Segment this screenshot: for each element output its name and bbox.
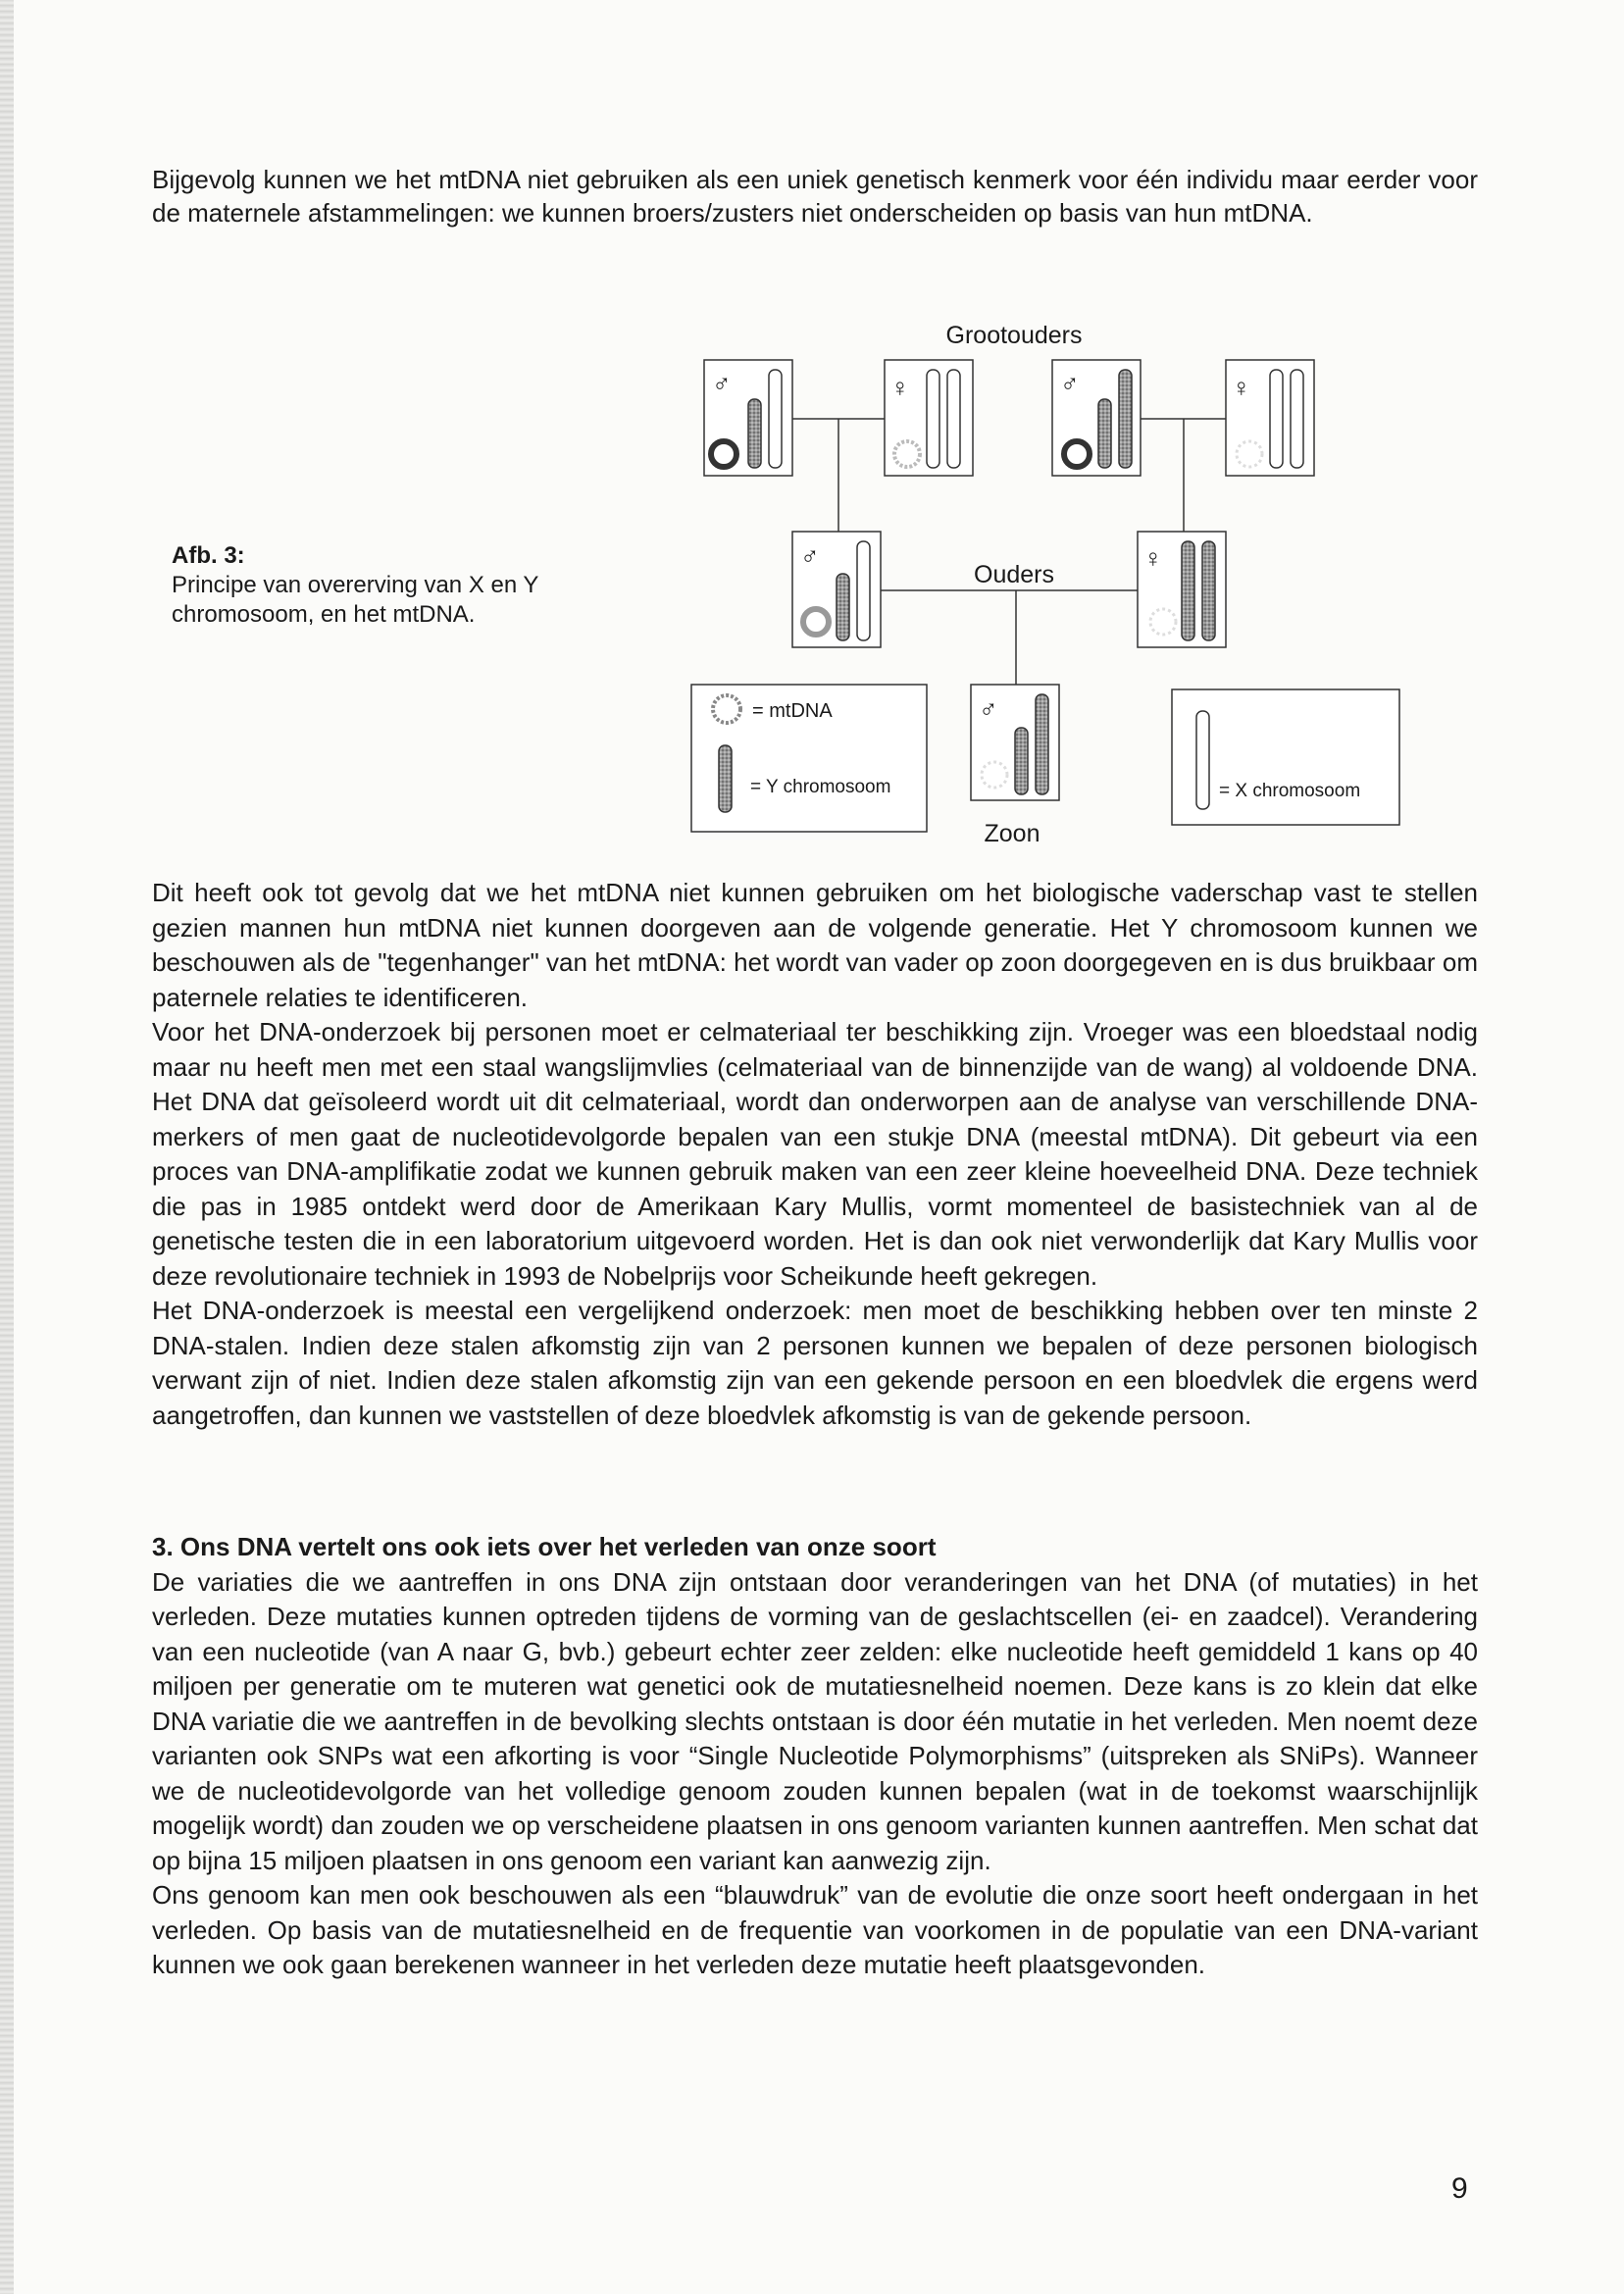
x-chromosome-icon xyxy=(857,541,870,640)
section-3 xyxy=(152,1530,1478,1983)
legend-mtdna-y xyxy=(691,685,927,832)
mother-box xyxy=(1138,532,1226,647)
x-chromosome-icon xyxy=(1270,370,1283,468)
female-symbol-icon: ♀ xyxy=(890,373,910,402)
father-box xyxy=(792,532,881,647)
grandfather-1-box xyxy=(704,360,792,476)
legend-x xyxy=(1172,689,1399,825)
y-chromosome-icon xyxy=(1098,399,1111,468)
male-symbol-icon: ♂ xyxy=(712,369,732,398)
inheritance-diagram xyxy=(0,0,1624,883)
y-chromosome-icon xyxy=(719,745,732,812)
son-box xyxy=(971,685,1059,800)
male-symbol-icon: ♂ xyxy=(1060,369,1080,398)
main-text xyxy=(152,876,1478,1433)
male-symbol-icon: ♂ xyxy=(979,694,998,724)
x-chromosome-icon xyxy=(947,370,960,468)
x-chromosome-icon xyxy=(927,370,939,468)
section-heading: 3. Ons DNA vertelt ons ook iets over het verleden van onze soort xyxy=(152,1532,937,1561)
x-chromosome-icon xyxy=(1202,541,1215,640)
y-chromosome-icon xyxy=(837,574,849,640)
label-son: Zoon xyxy=(984,820,1040,847)
grandfather-2-box xyxy=(1052,360,1141,476)
label-grandparents: Grootouders xyxy=(945,322,1083,349)
male-symbol-icon: ♂ xyxy=(800,541,820,571)
x-chromosome-icon xyxy=(1291,370,1303,468)
y-chromosome-icon xyxy=(748,399,761,468)
legend-x-label: = X chromosoom xyxy=(1219,781,1361,801)
caption-text: Principe van overerving van X en Y chromosoom, en het mtDNA. xyxy=(172,572,539,628)
female-symbol-icon: ♀ xyxy=(1232,373,1251,402)
paragraph-comparison: Het DNA-onderzoek is meestal een vergelijkend onderzoek: men moet de beschikking hebben over ten minste 2 DNA-stalen. Indien deze stalen afkomstig zijn van 2 personen kunnen we bepalen of deze personen biologisch verwant zijn of niet. Indien deze stalen afkomstig zijn van een gekende persoon en een bloedvlek die ergens werd aangetroffen, dan kunnen we vaststellen of deze bloedvlek afkomstig is van de gekende persoon. xyxy=(152,1296,1478,1430)
grandmother-1-box xyxy=(885,360,973,476)
paragraph-blueprint: Ons genoom kan men ook beschouwen als een “blauwdruk” van de evolutie die onze soort heeft ondergaan in het verleden. Op basis van de mutatiesnelheid en de frequentie van voorkomen in de populatie van een DNA-variant kunnen we ook gaan berekenen wanneer in het verleden deze mutatie heeft plaatsgevonden. xyxy=(152,1880,1478,1979)
paragraph-mutations: De variaties die we aantreffen in ons DNA zijn ontstaan door veranderingen van het DNA (of mutaties) in het verleden. Deze mutaties kunnen optreden tijdens de vorming van de geslachtscellen (ei- en zaadcel). Verandering van een nucleotide (van A naar G, bvb.) gebeurt echter zeer zelden: elke nucleotide heeft gemiddeld 1 kans op 40 miljoen per generatie om te muteren wat genetici ook de mutatiesnelheid noemen. Deze kans is zo klein dat elke DNA variatie die we aantreffen in de bevolking slechts ontstaan is door één mutatie in het verleden. Men noemt deze varianten ook SNPs wat een afkorting is voor “Single Nucleotide Polymorphisms” (uitspreken als SNiPs). Wanneer we de nucleotidevolgorde van het volledige genoom zouden kunnen bepalen (wat in de toekomst waarschijnlijk mogelijk wordt) dan zouden we op verscheidene plaatsen in ons genoom varianten kunnen aantreffen. Men schat dat op bijna 15 miljoen plaatsen in ons genoom een variant kan aanwezig zijn. xyxy=(152,1566,1478,1875)
legend-y-label: = Y chromosoom xyxy=(750,777,891,797)
paragraph-paternity: Dit heeft ook tot gevolg dat we het mtDNA niet kunnen gebruiken om het biologische vaderschap vast te stellen gezien mannen hun mtDNA niet kunnen doorgeven aan de volgende generatie. Het Y chromosoom kunnen we beschouwen als de "tegenhanger" van het mtDNA: het wordt van vader op zoon doorgegeven en is dus bruikbaar om paternele relaties te identificeren. xyxy=(152,878,1478,1012)
page-number: 9 xyxy=(1451,2172,1468,2205)
intro-text: Bijgevolg kunnen we het mtDNA niet gebruiken als een uniek genetisch kenmerk voor één individu maar eerder voor de maternele afstammelingen: we kunnen broers/zusters niet onderscheiden op basis van hun mtDNA. xyxy=(152,165,1478,228)
x-chromosome-icon xyxy=(1196,711,1209,809)
x-chromosome-icon xyxy=(769,370,782,468)
y-chromosome-icon xyxy=(1015,728,1028,794)
x-chromosome-icon xyxy=(1182,541,1194,640)
legend-mtdna-label: = mtDNA xyxy=(752,700,833,722)
label-parents: Ouders xyxy=(974,561,1054,588)
x-chromosome-icon xyxy=(1119,370,1132,468)
grandmother-2-box xyxy=(1226,360,1314,476)
caption-title: Afb. 3: xyxy=(172,542,245,569)
paragraph-dna-research: Voor het DNA-onderzoek bij personen moet er celmateriaal ter beschikking zijn. Vroeger was een bloedstaal nodig maar nu heeft men met een staal wangslijmvlies (celmateriaal van de binnenzijde van de wang) al voldoende DNA. Het DNA dat geïsoleerd wordt uit dit celmateriaal, wordt dan onderworpen aan de analyse van verschillende DNA-merkers of men gaat de nucleotidevolgorde bepalen van een stukje DNA (meestal mtDNA). Dit gebeurt via een proces van DNA-amplifikatie zodat we kunnen gebruik maken van een zeer kleine hoeveelheid DNA. Deze techniek die pas in 1985 ontdekt werd door de Amerikaan Kary Mullis, vormt momenteel de basistechniek van al de genetische testen die in een laboratorium uitgevoerd worden. Het is dan ook niet verwonderlijk dat Kary Mullis voor deze revolutionaire techniek in 1993 de Nobelprijs voor Scheikunde heeft gekregen. xyxy=(152,1017,1478,1291)
x-chromosome-icon xyxy=(1036,694,1048,794)
female-symbol-icon: ♀ xyxy=(1143,543,1163,573)
